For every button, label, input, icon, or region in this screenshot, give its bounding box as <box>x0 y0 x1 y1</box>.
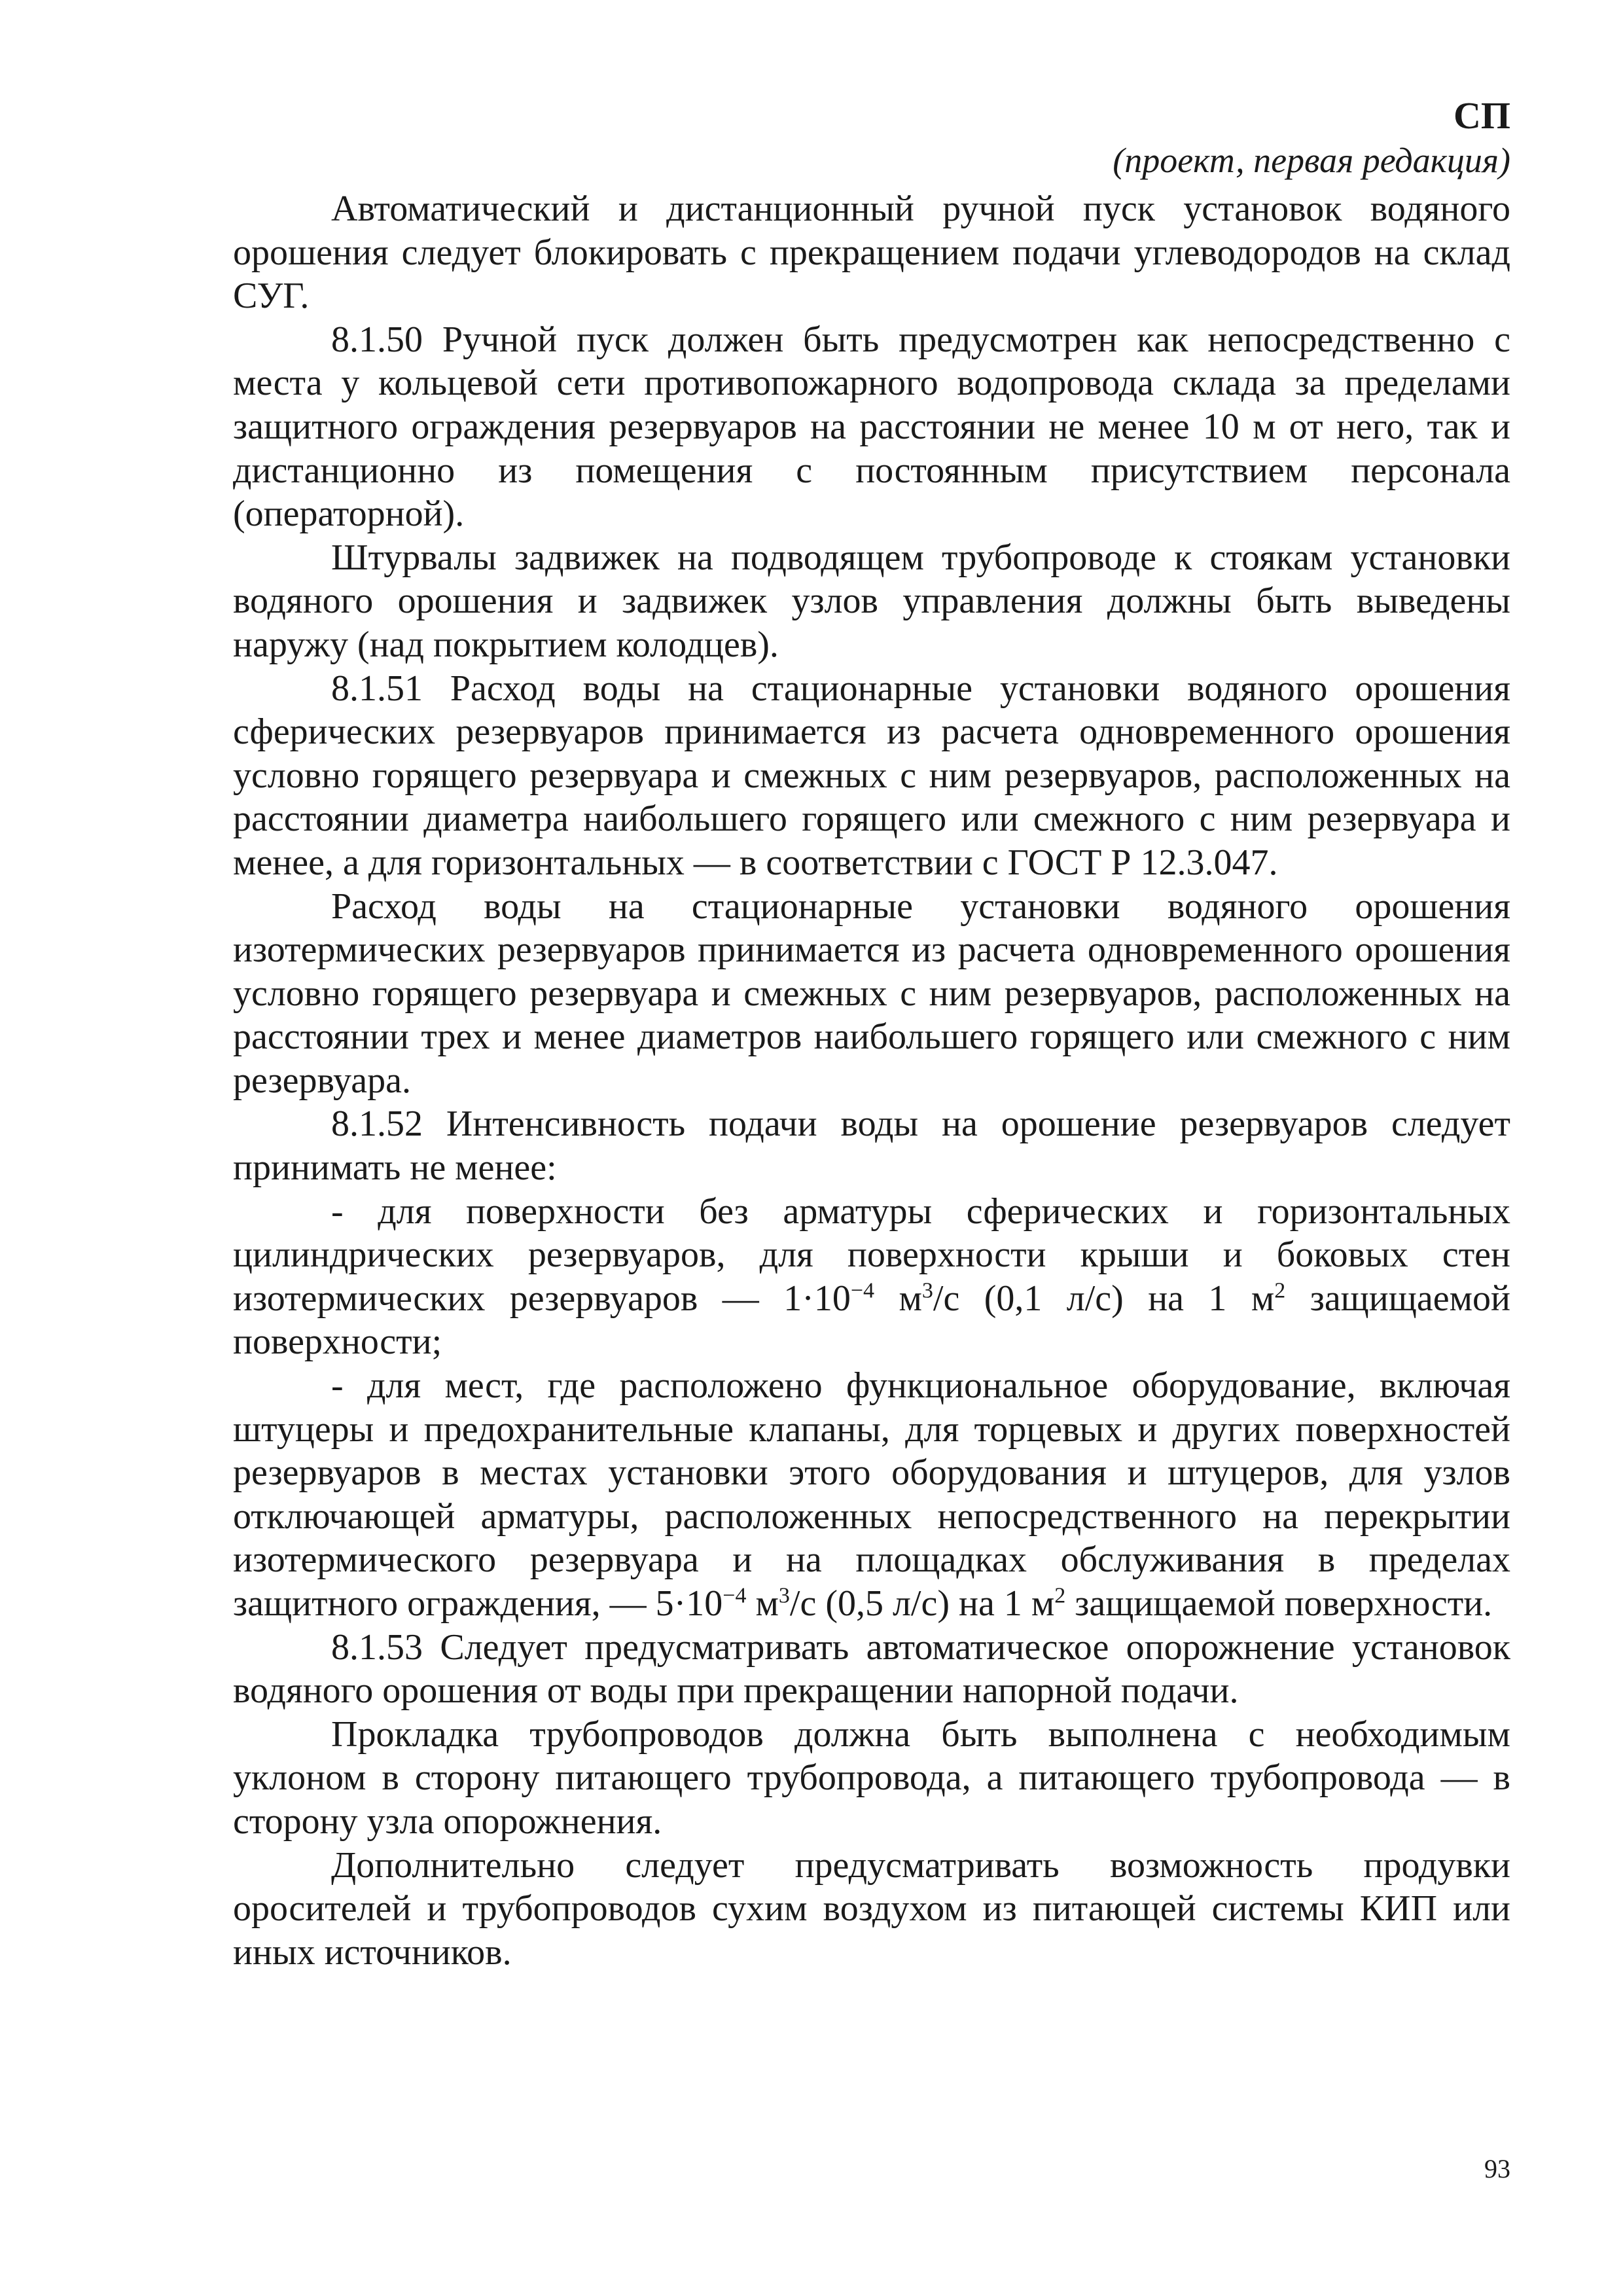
paragraph-8-1-51: 8.1.51 Расход воды на стационарные установки водяного орошения сферических резервуаров принимается из расчета одновременного орошения условно горящего резервуара и смежных с ним резервуаров, расположенных на расстоянии диаметра наибольшего горящего или смежного с ним резервуара и менее, а для горизонтальных — в соответствии с ГОСТ Р 12.3.047. <box>233 668 1510 883</box>
paragraph-8-1-52: 8.1.52 Интенсивность подачи воды на орошение резервуаров следует принимать не менее: <box>233 1103 1510 1189</box>
paragraph-pipe-slope: Прокладка трубопроводов должна быть выполнена с необходимым уклоном в сторону питающего трубопровода, а питающего трубопровода — в сторону узла опорожнения. <box>233 1713 1510 1842</box>
paragraph-autostart-blocking: Автоматический и дистанционный ручной пуск установок водяного орошения следует блокировать с прекращением подачи углеводородов на склад СУГ. <box>233 188 1510 317</box>
document-body <box>233 187 1510 1974</box>
text-run: /с (0,1 л/с) на 1 м <box>933 1278 1275 1319</box>
text-run: - для мест, где расположено функциональное оборудование, включая штуцеры и предохранительные клапаны, для торцевых и других поверхностей резервуаров в местах установки этого оборудования и штуцеров, для узлов отключающей арматуры, расположенных непосредственного на перекрытии изотермического резервуара и на площадках обслуживания в пределах защитного ограждения, — 5·10 <box>233 1365 1510 1624</box>
document-status: (проект, первая редакция) <box>1113 141 1510 180</box>
list-item-equipment <box>233 1364 1510 1626</box>
text-run: - для поверхности без арматуры сферических и горизонтальных цилиндрических резервуаров, для поверхности крыши и боковых стен изотермических резервуаров — 1·10 <box>233 1191 1510 1319</box>
text-run: м <box>874 1278 922 1319</box>
superscript: −4 <box>850 1278 875 1303</box>
paragraph-8-1-50: 8.1.50 Ручной пуск должен быть предусмотрен как непосредственно с места у кольцевой сети противопожарного водопровода склада за пределами защитного ограждения резервуаров на расстоянии не менее 10 м от него, так и дистанционно из помещения с постоянным присутствием персонала (операторной). <box>233 319 1510 535</box>
page-number: 93 <box>1484 2154 1510 2183</box>
text-run: м <box>746 1583 779 1624</box>
paragraph-valve-wheels: Штурвалы задвижек на подводящем трубопроводе к стоякам установки водяного орошения и задвижек узлов управления должны быть выведены наружу (над покрытием колодцев). <box>233 537 1510 665</box>
text-run: защищаемой поверхности; <box>233 1278 1510 1363</box>
paragraph-isothermal-flow: Расход воды на стационарные установки водяного орошения изотермических резервуаров принимается из расчета одновременного орошения условно горящего резервуара и смежных с ним резервуаров, расположенных на расстоянии трех и менее диаметров наибольшего горящего или смежного с ним резервуара. <box>233 886 1510 1101</box>
superscript: 2 <box>1274 1278 1286 1303</box>
text-run: защищаемой поверхности. <box>1065 1583 1493 1624</box>
superscript: −4 <box>722 1583 747 1608</box>
paragraph-8-1-53: 8.1.53 Следует предусматривать автоматическое опорожнение установок водяного орошения от воды при прекращении напорной подачи. <box>233 1626 1510 1712</box>
superscript: 2 <box>1054 1583 1066 1608</box>
list-item-surfaces <box>233 1190 1510 1364</box>
document-code: СП <box>1454 94 1510 137</box>
paragraph-air-purge: Дополнительно следует предусматривать возможность продувки оросителей и трубопроводов сухим воздухом из питающей системы КИП или иных источников. <box>233 1844 1510 1973</box>
superscript: 3 <box>921 1278 933 1303</box>
text-run: /с (0,5 л/с) на 1 м <box>789 1583 1055 1624</box>
superscript: 3 <box>778 1583 790 1608</box>
